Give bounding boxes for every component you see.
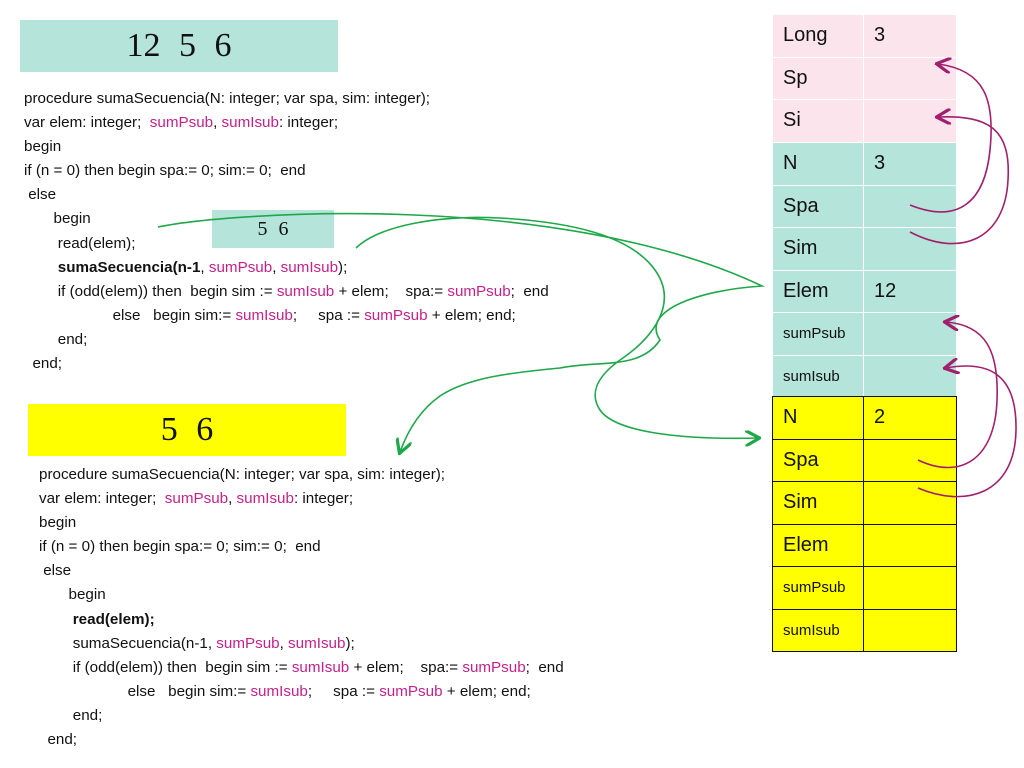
code-variable: sumIsub [236,490,294,508]
code-text: end; [24,355,62,373]
spa-to-sumpsub-arrow [918,322,997,468]
code-text: else begin sim:= [24,306,236,324]
code-variable: sumIsub [235,306,293,324]
code-text: else begin sim:= [39,682,251,700]
code-variable: sumPsub [379,682,443,700]
code-text: begin [24,210,91,228]
spa-to-sp-arrow [910,64,991,212]
code-text: else [39,562,72,580]
code-text: if (n = 0) then begin spa:= 0; sim:= 0; end [39,538,321,556]
code-text: read(elem); [72,610,155,628]
variable-value-cell: 2 [864,397,957,440]
code-text: , [213,114,222,132]
code-text: if (n = 0) then begin spa:= 0; sim:= 0; end [24,162,306,180]
variable-name-cell: Spa [773,185,864,228]
code-text: + elem; spa:= [349,658,463,676]
variable-value-cell: 3 [864,143,957,186]
code-variable: sumPsub [364,306,428,324]
code-text: , [279,634,289,652]
code-text: begin [39,586,106,604]
code-text: ; spa := [307,682,380,700]
variable-name-cell: sumIsub [773,609,864,652]
code-text: ); [338,258,348,276]
code-text: else [24,186,57,204]
code-variable: sumIsub [250,682,308,700]
code-text: ); [345,634,355,652]
code-variable: sumPsub [149,114,214,132]
remaining-sequence-label: 5 6 [212,210,334,248]
code-text: ; end [510,282,549,300]
code-text: ; spa := [292,306,365,324]
code-text: begin [24,138,62,156]
code-text: procedure sumaSecuencia(N: integer; var spa, sim: integer); [24,90,431,107]
recursion-arrow-to-record [356,217,758,438]
code-text: sumaSecuencia(n-1 [57,258,201,276]
code-variable: sumPsub [208,258,273,276]
variable-name-cell: sumIsub [773,355,864,398]
sim-to-si-arrow [910,117,1008,244]
code-variable: sumIsub [221,114,279,132]
variable-name-cell: sumPsub [773,567,864,610]
variable-name-cell: Sim [773,228,864,271]
variable-value-cell: 3 [864,15,957,58]
variable-name-cell: Sim [773,482,864,525]
code-text: ; end [525,658,564,676]
code-text: , [272,258,281,276]
code-text: end; [39,731,77,749]
code-text: begin [39,514,77,532]
code-text: + elem; spa:= [334,282,448,300]
bottom-banner-sequence: 5 6 [28,404,346,456]
variable-name-cell: N [773,143,864,186]
code-text: + elem; end; [427,306,516,324]
code-text: sumaSecuencia(n-1, [39,634,217,652]
code-variable: sumPsub [462,658,526,676]
code-text: var elem: integer; [24,114,150,132]
variable-name-cell: Sp [773,57,864,100]
code-text: if (odd(elem)) then begin sim := [39,658,292,676]
code-variable: sumPsub [216,634,280,652]
code-variable: sumIsub [291,658,350,676]
recursion-arrow-to-code [158,214,762,452]
code-variable: sumIsub [276,282,335,300]
code-text: end; [39,706,103,724]
variable-value-cell: 12 [864,270,957,313]
variable-name-cell: Spa [773,439,864,482]
code-text: var elem: integer; [39,490,165,508]
code-text: read(elem); [24,234,136,252]
code-text: end; [24,330,88,348]
sim-to-sumisub-arrow [918,366,1016,497]
variable-name-cell: Elem [773,524,864,567]
variable-name-cell: Elem [773,270,864,313]
top-banner-sequence: 12 5 6 [20,20,338,72]
code-text: if (odd(elem)) then begin sim := [24,282,277,300]
variable-name-cell: Long [773,15,864,58]
code-text: , [200,258,209,276]
variable-name-cell: sumPsub [773,313,864,356]
code-variable: sumPsub [447,282,511,300]
code-text: , [228,490,237,508]
variable-name-cell: N [773,397,864,440]
code-text: : integer; [278,114,339,132]
variable-name-cell: Si [773,100,864,143]
code-text: : integer; [293,490,354,508]
code-variable: sumIsub [280,258,339,276]
code-variable: sumPsub [164,490,229,508]
code-text: + elem; end; [442,682,531,700]
code-text: procedure sumaSecuencia(N: integer; var spa, sim: integer); [39,466,446,483]
code-variable: sumIsub [288,634,346,652]
